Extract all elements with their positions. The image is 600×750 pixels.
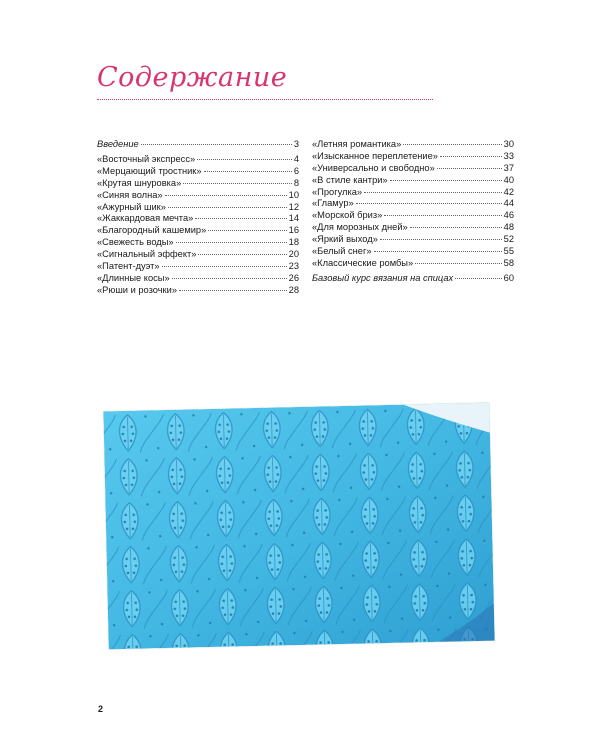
toc-entry xyxy=(97,273,299,284)
toc-dot-leader xyxy=(168,207,287,208)
toc-entry-page: 6 xyxy=(293,165,299,176)
toc-entry-title: «Изысканное переплетение» xyxy=(312,150,438,161)
toc-entry-title: Введение xyxy=(97,139,139,149)
toc-entry-title: «Ажурный шик» xyxy=(97,201,166,212)
toc-entry-page: 23 xyxy=(288,261,299,272)
toc-entry-title: «Крутая шнуровка» xyxy=(97,177,182,188)
toc-entry-title: «Патент-дуэт» xyxy=(97,261,160,272)
toc-dot-leader xyxy=(204,171,292,172)
toc-entry-title: «Белый снег» xyxy=(312,246,372,257)
toc-entry-title: «Рюши и розочки» xyxy=(97,284,177,295)
toc-dot-leader xyxy=(176,242,287,243)
toc-left-column xyxy=(97,139,299,296)
toc-dot-leader xyxy=(415,263,502,264)
toc-entry-page: 42 xyxy=(503,186,514,197)
toc-entry-title: Базовый курс вязания на спицах xyxy=(312,272,454,283)
toc-entry xyxy=(312,273,514,284)
toc-dot-leader xyxy=(380,239,502,240)
toc-entry xyxy=(97,154,299,165)
toc-entry-title: «Летняя романтика» xyxy=(312,139,402,149)
toc-entry-page: 37 xyxy=(503,162,514,173)
toc-entry-page: 10 xyxy=(288,189,299,200)
toc-entry-title: «Классические ромбы» xyxy=(312,257,414,268)
toc-entry xyxy=(312,246,514,257)
toc-entry xyxy=(312,139,514,150)
toc-entry xyxy=(312,163,514,174)
toc-entry-title: «Жаккардовая мечта» xyxy=(97,213,194,224)
toc-entry-title: «Сигнальный эффект» xyxy=(97,249,197,260)
toc-dot-leader xyxy=(165,195,287,196)
toc-dot-leader xyxy=(172,278,287,279)
toc-entry-page: 33 xyxy=(503,150,514,161)
toc-entry-title: «Мерцающий тростник» xyxy=(97,165,202,176)
toc-entry xyxy=(312,198,514,209)
knitted-lace-photo xyxy=(103,403,494,650)
toc-entry-page: 40 xyxy=(503,174,514,185)
toc-entry xyxy=(312,187,514,198)
toc-entry xyxy=(97,166,299,177)
toc-dot-leader xyxy=(141,144,292,145)
toc-entry-page: 60 xyxy=(503,272,514,283)
page-title: Содержание xyxy=(97,62,288,93)
toc-entry-page: 14 xyxy=(288,213,299,224)
toc-entry-page: 18 xyxy=(288,237,299,248)
toc-entry xyxy=(97,225,299,236)
toc-entry-title: «Универсально и свободно» xyxy=(312,162,435,173)
toc-dot-leader xyxy=(374,251,502,252)
toc-entry-page: 16 xyxy=(288,225,299,236)
toc-entry-page: 46 xyxy=(503,210,514,221)
toc-entry-title: «Синяя волна» xyxy=(97,189,163,200)
toc-entry xyxy=(97,285,299,296)
toc-entry xyxy=(312,222,514,233)
toc-entry-title: «Яркий выход» xyxy=(312,234,378,245)
toc-entry xyxy=(312,151,514,162)
toc-dot-leader xyxy=(390,180,502,181)
toc-entry-title: «Морской бриз» xyxy=(312,210,383,221)
toc-entry xyxy=(97,190,299,201)
toc-dot-leader xyxy=(198,254,286,255)
toc-entry-title: «Свежесть воды» xyxy=(97,237,174,248)
toc-entry xyxy=(97,202,299,213)
toc-right-column xyxy=(312,139,514,284)
toc-entry-page: 52 xyxy=(503,234,514,245)
toc-dot-leader xyxy=(364,192,502,193)
toc-entry-title: «Восточный экспресс» xyxy=(97,154,196,164)
toc-dot-leader xyxy=(183,183,292,184)
toc-entry xyxy=(97,139,299,150)
title-divider xyxy=(97,99,433,100)
toc-dot-leader xyxy=(437,168,502,169)
toc-entry-page: 4 xyxy=(293,154,299,164)
toc-entry-page: 8 xyxy=(293,177,299,188)
toc-entry-page: 55 xyxy=(503,246,514,257)
page-number: 2 xyxy=(98,704,104,714)
toc-dot-leader xyxy=(384,215,501,216)
toc-entry xyxy=(312,210,514,221)
toc-entry xyxy=(97,261,299,272)
toc-entry xyxy=(312,234,514,245)
toc-entry-page: 44 xyxy=(503,198,514,209)
toc-dot-leader xyxy=(440,156,502,157)
toc-dot-leader xyxy=(410,227,502,228)
toc-entry-page: 30 xyxy=(503,139,514,149)
toc-entry-page: 3 xyxy=(293,139,299,149)
toc-dot-leader xyxy=(162,266,287,267)
toc-dot-leader xyxy=(208,230,286,231)
toc-entry-title: «Для морозных дней» xyxy=(312,222,408,233)
toc-entry-title: «Длинные косы» xyxy=(97,272,170,283)
toc-entry xyxy=(312,258,514,269)
toc-dot-leader xyxy=(455,278,501,279)
toc-entry-page: 58 xyxy=(503,257,514,268)
toc-entry xyxy=(97,178,299,189)
toc-entry xyxy=(312,175,514,186)
lace-pattern-illustration xyxy=(103,403,494,650)
toc-dot-leader xyxy=(403,144,501,145)
toc-entry xyxy=(97,237,299,248)
toc-entry-title: «Прогулка» xyxy=(312,186,363,197)
toc-entry xyxy=(97,249,299,260)
toc-dot-leader xyxy=(197,159,292,160)
toc-entry-title: «Благородный кашемир» xyxy=(97,225,207,236)
toc-dot-leader xyxy=(179,290,287,291)
toc-entry-page: 26 xyxy=(288,272,299,283)
toc-entry-page: 12 xyxy=(288,201,299,212)
toc-dot-leader xyxy=(195,218,286,219)
toc-entry xyxy=(97,213,299,224)
toc-entry-page: 20 xyxy=(288,249,299,260)
toc-entry-page: 28 xyxy=(288,284,299,295)
toc-entry-title: «В стиле кантри» xyxy=(312,174,388,185)
toc-dot-leader xyxy=(356,203,502,204)
toc-entry-title: «Гламур» xyxy=(312,198,354,209)
toc-entry-page: 48 xyxy=(503,222,514,233)
